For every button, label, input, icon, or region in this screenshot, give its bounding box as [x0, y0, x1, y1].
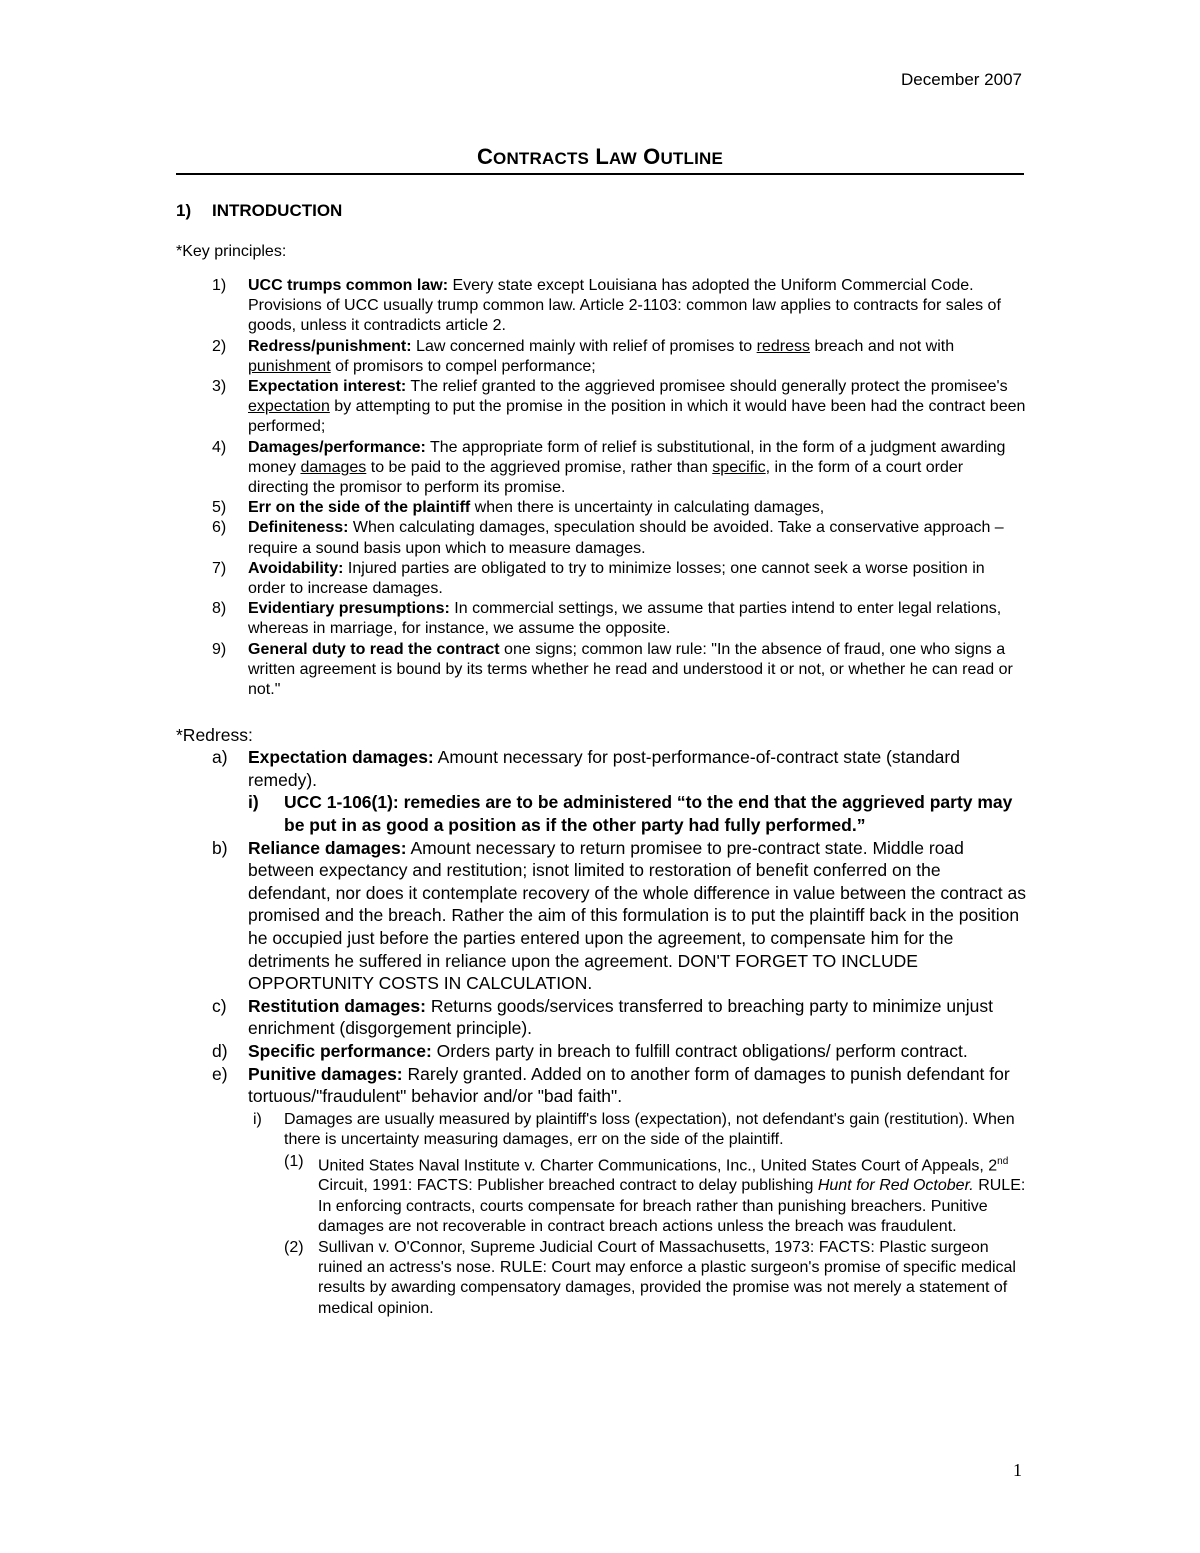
list-item [176, 276, 1026, 337]
item-term: Expectation damages: [248, 747, 434, 768]
list-item [176, 559, 1026, 599]
item-number: 4) [212, 438, 227, 456]
title-part: UTLINE [660, 149, 724, 168]
page-number: 1 [1013, 1460, 1022, 1480]
item-text: In commercial settings, we assume that parties intend to enter legal relations, whereas in marriage, for instance, we assume the opposite. [248, 600, 1002, 638]
list-item [176, 438, 1026, 499]
item-term: Evidentiary presumptions: [248, 600, 450, 618]
list-item [176, 640, 1026, 701]
book-title: Hunt for Red October. [817, 1177, 974, 1195]
section-title: INTRODUCTION [212, 201, 343, 220]
item-term: Err on the side of the plaintiff [248, 499, 471, 517]
item-text: when there is uncertainty in calculating damages, [470, 499, 825, 517]
title-rule [176, 173, 1024, 175]
item-text: Circuit, 1991: FACTS: Publisher breached contract to delay publishing [318, 1177, 818, 1195]
item-letter: d) [212, 1040, 228, 1061]
title-part: ONTRACTS [493, 149, 590, 168]
item-text: Injured parties are obligated to try to minimize losses; one cannot seek a worse position in order to increase damages. [248, 559, 985, 598]
item-number: 9) [212, 640, 227, 658]
item-term: Expectation interest: [248, 378, 407, 396]
item-text: Rarely granted. Added on to another form of damages to punish defendant for tortuous/"fraudulent" behavior and/or "bad faith". [248, 1063, 1010, 1107]
item-term: Restitution damages: [248, 995, 426, 1016]
item-letter: c) [212, 995, 227, 1016]
item-number: 3) [212, 378, 227, 396]
item-number: i) [253, 1110, 262, 1128]
section-number: 1) [176, 201, 192, 220]
list-item [176, 337, 1026, 377]
item-letter: e) [212, 1063, 228, 1084]
item-term: General duty to read the contract [248, 640, 500, 658]
list-subitem [176, 1110, 1026, 1151]
item-text: The relief granted to the aggrieved promisee should generally protect the promisee's [406, 378, 1008, 396]
item-text: Sullivan v. O'Connor, Supreme Judicial Court of Massachusetts, 1973: FACTS: Plastic surgeon ruined an actress's nose. RULE: Court may enforce a plastic surgeon's promise of specific medical results by awarding compensatory damages, provided the promise was not merely a statement of medical opinion. [318, 1238, 1016, 1317]
item-text: Returns goods/services transferred to breaching party to minimize unjust enrichment (disgorgement principle). [248, 995, 994, 1039]
title-part: C [476, 144, 494, 169]
list-item [176, 1063, 1026, 1108]
item-term: Definiteness: [248, 519, 349, 537]
item-text: Every state except Louisiana has adopted the Uniform Commercial Code. Provisions of UCC usually trump common law. Article 2-1103: common law applies to contracts for sales of goods, unless it contradicts article 2. [248, 277, 1001, 335]
item-letter: a) [212, 747, 228, 768]
item-term: Reliance damages: [248, 837, 407, 858]
list-item [176, 518, 1026, 558]
key-principles-label: *Key principles: [176, 243, 287, 260]
underlined-term: expectation [248, 398, 330, 416]
redress-label: *Redress: [176, 725, 253, 746]
item-number: 5) [212, 499, 227, 517]
header-date: December 2007 [901, 70, 1022, 89]
item-text: breach and not with [810, 337, 955, 355]
item-number: 1) [212, 277, 227, 294]
item-text: Damages are usually measured by plaintiff's loss (expectation), not defendant's gain (restitution). When there is uncertainty measuring damages, err on the side of the plaintiff. [284, 1110, 1015, 1149]
item-text: RULE: In enforcing contracts, courts compensate for breach rather than punishing breachers. Punitive damages are not recoverable in contract breach actions unless the breach was fraudulent. [318, 1177, 1026, 1235]
list-item [176, 1040, 1026, 1063]
item-text: Amount necessary to return promisee to pre-contract state. Middle road between expectancy and restitution; isnot limited to restoration of benefit conferred on the defendant, nor does it contemplate recovery of the whole difference in value between the contract as promised and the breach. Rather the aim of this formulation is to put the plaintiff back in the position he occupied just before the parties entered upon the agreement, to compensate him for the detriments he suffered in reliance upon the agreement. DON'T FORGET TO INCLUDE OPPORTUNITY COSTS IN CALCULATION. [248, 837, 1026, 994]
item-term: Avoidability: [248, 559, 344, 577]
item-term: Punitive damages: [248, 1063, 403, 1084]
item-number: (1) [284, 1152, 304, 1170]
list-subitem [176, 791, 1026, 836]
item-term: Redress/punishment: [248, 337, 412, 355]
item-term: Damages/performance: [248, 438, 426, 456]
underlined-term: specific [712, 458, 766, 476]
item-text: United States Naval Institute v. Charter Communications, Inc., United States Court of Appeals, 2 [318, 1157, 998, 1175]
list-item [176, 746, 1026, 791]
item-text: UCC 1-106(1): remedies are to be administered “to the end that the aggrieved party may be put in as good a position as if the other party had fully performed.” [284, 792, 1013, 836]
case-item [176, 1152, 1026, 1237]
item-text: by attempting to put the promise in the position in which it would have been had the contract been performed; [248, 398, 1026, 436]
item-text: , in the form of a court order directing the promisor to perform its promise. [248, 458, 964, 497]
item-text: of promisors to compel performance; [330, 357, 596, 375]
redress-list [176, 746, 1026, 1318]
title-part: O [643, 144, 661, 169]
item-text: Law concerned mainly with relief of promises to [411, 337, 757, 355]
title-part: L [595, 144, 610, 169]
underlined-term: redress [756, 337, 810, 355]
list-item [176, 837, 1026, 995]
item-text: Amount necessary for post-performance-of-contract state (standard remedy). [248, 747, 960, 790]
item-number: 8) [212, 600, 227, 618]
section-heading [176, 198, 1026, 224]
document-title [176, 144, 1024, 170]
outline-body [176, 198, 1026, 1319]
list-item [176, 377, 1026, 438]
item-text: The appropriate form of relief is substitutional, in the form of a judgment awarding money [248, 438, 1006, 476]
list-item [176, 599, 1026, 639]
underlined-term: damages [300, 458, 367, 476]
item-text: When calculating damages, speculation should be avoided. Take a conservative approach – require a sound basis upon which to measure damages. [248, 519, 1004, 557]
item-number: 6) [212, 519, 227, 537]
list-item [176, 498, 1026, 518]
item-number: 7) [212, 559, 227, 577]
underlined-term: punishment [248, 357, 331, 375]
item-term: Specific performance: [248, 1040, 432, 1061]
item-letter: b) [212, 837, 228, 858]
superscript: nd [997, 1155, 1009, 1167]
title-part: AW [609, 149, 637, 168]
case-item [176, 1238, 1026, 1319]
item-text: one signs; common law rule: "In the absence of fraud, one who signs a written agreement is bound by its terms whether he read and understood it or not, or whether he can read or not." [248, 640, 1013, 699]
item-number: (2) [284, 1238, 304, 1256]
item-text: to be paid to the aggrieved promise, rather than [366, 458, 713, 476]
list-item [176, 995, 1026, 1040]
item-text: Orders party in breach to fulfill contract obligations/ perform contract. [431, 1040, 968, 1061]
item-number: 2) [212, 337, 227, 355]
item-number: i) [248, 792, 259, 813]
item-term: UCC trumps common law: [248, 277, 449, 294]
principles-list [176, 276, 1026, 700]
